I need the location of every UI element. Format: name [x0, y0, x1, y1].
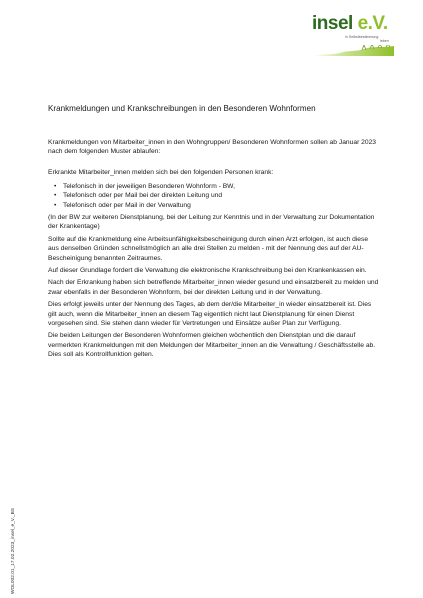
body-paragraph-4: Nach der Erkrankung haben sich betreffende Mitarbeiter_innen wieder gesund und einsatzbereit zu melden und zwar ebenfalls in der Besonderen Wohnform, bei der direkten Leitung und in der Verwaltung. [48, 279, 379, 296]
body-paragraph-2: Sollte auf die Krankmeldung eine Arbeitsunfähigkeitsbescheinigung durch einen Arzt erfolgen, ist auch diese aus denselben Gründen schnellstmöglich an alle drei Stellen zu melden - mit der Nennung des auf der AU-Bescheinigung benannten Zeitraumes. [48, 235, 369, 262]
logo-tagline-line1: in Selbstbestimmung [345, 35, 379, 39]
intro-paragraph: Krankmeldungen von Mitarbeiter_innen in den Wohngruppen/ Besonderen Wohnformen sollen ab Januar 2023 nach dem folgenden Muster ablaufen: [48, 139, 377, 156]
body-paragraph-5: Dies erfolgt jeweils unter der Nennung des Tages, ab dem der/die Mitarbeiter_in wieder einsatzbereit ist. Dies gilt auch, wenn die Mitarbeiter_innen an diesem Tag eigentlich nicht laut Dienstplanung für einen Dienst vorgesehen sind. Sie stehen dann wieder für Vertretungen und Einsätze außer Plan zur Verfügung. [48, 301, 372, 327]
document-code: WOL002.01_17.02.2023_insel_e_V._BS [11, 508, 16, 594]
list-item: • Telefonisch in der jeweiligen Besonderen Wohnform - BW, [48, 182, 380, 191]
logo-word-ev: e.V. [352, 13, 388, 34]
body-paragraph-1: (In der BW zur weiteren Dienstplanung, bei der Leitung zur Kenntnis und in der Verwaltung zur Dokumentation der Krankentage) [48, 213, 375, 231]
document-body [48, 138, 380, 360]
body-paragraph-6: Die beiden Leitungen der Besonderen Wohnformen gleichen wöchentlich den Dienstplan und die darauf vermerkten Krankmeldungen mit den Meldungen der Mitarbeiter_innen an die Verwaltung / Geschäftsstelle ab. Dies soll als Kontrollfunktion gelten. [48, 332, 376, 359]
list-item: • Telefonisch oder per Mail in der Verwaltung [48, 201, 380, 210]
persons-list [48, 182, 380, 210]
logo-wordmark [312, 14, 388, 34]
page-title: Krankmeldungen und Krankschreibungen in den Besonderen Wohnformen [48, 104, 316, 113]
insel-logo [312, 14, 396, 60]
body-paragraph-3: Auf dieser Grundlage fordert die Verwaltung die elektronische Krankschreibung bei den Krankenkassen ein. [48, 266, 367, 274]
list-item: • Telefonisch oder per Mail bei der direkten Leitung und [48, 191, 380, 200]
persons-intro: Erkrankte Mitarbeiter_innen melden sich bei den folgenden Personen krank: [48, 168, 274, 176]
logo-tagline-line2: leben [380, 39, 389, 43]
logo-word-insel: insel [312, 13, 353, 34]
logo-grass-graphic [312, 45, 394, 57]
